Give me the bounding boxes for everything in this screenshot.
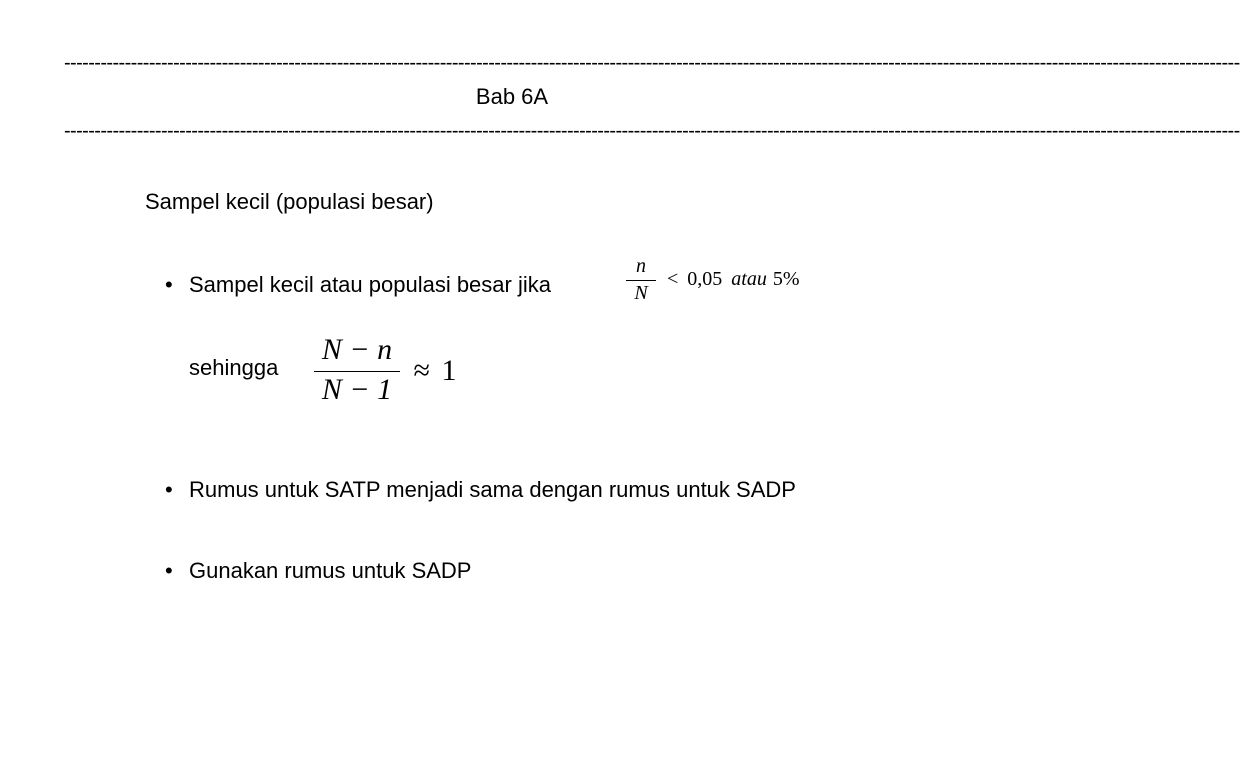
fraction-denominator: N <box>634 282 648 304</box>
fraction-numerator: n <box>626 254 656 281</box>
bullet-item-1 <box>165 272 551 298</box>
bullet-text: Sampel kecil atau populasi besar jika <box>189 272 551 297</box>
formula-correction-factor <box>314 333 456 408</box>
bullet-marker: • <box>165 558 173 583</box>
atau-word: atau <box>731 268 767 290</box>
slide-title: Bab 6A <box>475 84 549 109</box>
approx-operator: ≈ <box>413 353 430 387</box>
bullet-text: Rumus untuk SATP menjadi sama dengan rumus untuk SADP <box>189 477 796 502</box>
slide-subtitle: Sampel kecil (populasi besar) <box>145 189 434 214</box>
bottom-dash-line: -------------------------------------------------------------------------------------------------------------------------------------------------------------------------------------------------- <box>64 120 1240 142</box>
bullet-marker: • <box>165 272 173 297</box>
threshold-percent: 5% <box>772 268 800 290</box>
bullet-text: Gunakan rumus untuk SADP <box>189 558 472 583</box>
fraction-numerator: N − n <box>314 333 400 372</box>
threshold-value: 0,05 <box>687 268 723 290</box>
less-than-operator: < <box>667 268 679 290</box>
top-dash-line: -------------------------------------------------------------------------------------------------------------------------------------------------------------------------------------------------- <box>64 52 1240 74</box>
approx-value: 1 <box>441 353 457 387</box>
bullet-marker: • <box>165 477 173 502</box>
sehingga-label: sehingga <box>189 355 279 380</box>
formula-ratio-condition <box>626 254 800 305</box>
bullet-item-2 <box>165 477 796 503</box>
fraction-n-over-N <box>626 254 656 305</box>
bullet-item-3 <box>165 558 471 584</box>
fraction-correction <box>314 333 400 408</box>
fraction-denominator: N − 1 <box>321 373 393 406</box>
